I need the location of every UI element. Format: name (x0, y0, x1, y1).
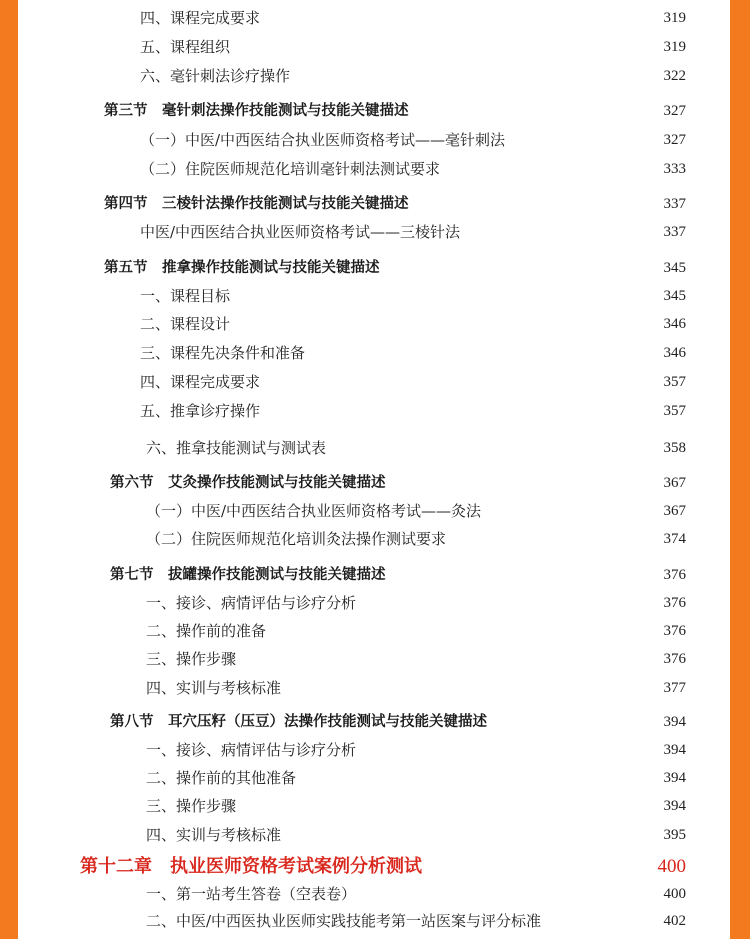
toc-entry (18, 286, 730, 306)
toc-entry-title: 六、毫针刺法诊疗操作 (140, 67, 291, 85)
toc-page-number: 394 (663, 770, 686, 786)
toc-entry-title: 五、课程组织 (140, 38, 231, 56)
toc-entry-title: 四、课程完成要求 (140, 373, 261, 391)
toc-entry-title: 一、课程目标 (140, 287, 231, 305)
toc-entry-title: 一、接诊、病情评估与诊疗分析 (146, 741, 357, 759)
toc-entry-title: 二、课程设计 (140, 315, 231, 333)
toc-entry-title: 第七节 拔罐操作技能测试与技能关键描述 (110, 567, 386, 583)
toc-section-heading (18, 473, 730, 493)
toc-page-number: 394 (663, 742, 686, 758)
toc-entry-title: 第三节 毫针刺法操作技能测试与技能关键描述 (104, 103, 409, 119)
toc-page-number: 394 (663, 798, 686, 814)
toc-page-number: 376 (663, 567, 686, 583)
toc-page-number: 346 (663, 345, 686, 361)
toc-entry (18, 529, 730, 549)
toc-entry (18, 159, 730, 179)
toc-entry (18, 438, 730, 458)
toc-entry (18, 372, 730, 392)
toc-page-number: 402 (663, 913, 686, 929)
toc-entry (18, 884, 730, 904)
toc-entry (18, 501, 730, 521)
toc-page-number: 376 (663, 651, 686, 667)
toc-page-number: 374 (663, 531, 686, 547)
toc-page-number: 395 (663, 827, 686, 843)
table-of-contents (18, 0, 730, 939)
toc-page-number: 367 (663, 503, 686, 519)
toc-entry (18, 130, 730, 150)
toc-page-number: 345 (663, 288, 686, 304)
toc-entry-title: 二、操作前的准备 (146, 622, 267, 640)
toc-entry-title: 二、中医/中西医执业医师实践技能考第一站医案与评分标准 (146, 912, 542, 930)
toc-entry (18, 621, 730, 641)
toc-section-heading (18, 194, 730, 214)
toc-entry-title: 第五节 推拿操作技能测试与技能关键描述 (104, 260, 380, 276)
toc-page-number: 376 (663, 595, 686, 611)
toc-entry (18, 314, 730, 334)
toc-entry (18, 678, 730, 698)
toc-entry-title: （二）住院医师规范化培训毫针刺法测试要求 (140, 160, 441, 178)
toc-page-number: 376 (663, 623, 686, 639)
toc-page-number: 337 (663, 196, 686, 212)
toc-page (18, 0, 730, 939)
toc-entry (18, 37, 730, 57)
toc-entry (18, 222, 730, 242)
toc-entry (18, 343, 730, 363)
toc-page-number: 394 (663, 714, 686, 730)
toc-section-heading (18, 101, 730, 121)
toc-page-number: 319 (663, 10, 686, 26)
toc-page-number: 400 (663, 886, 686, 902)
toc-page-number: 345 (663, 260, 686, 276)
toc-chapter-heading (18, 857, 730, 877)
toc-entry-title: 二、操作前的其他准备 (146, 769, 297, 787)
toc-section-heading (18, 712, 730, 732)
toc-page-number: 319 (663, 39, 686, 55)
toc-entry-title: （二）住院医师规范化培训灸法操作测试要求 (146, 530, 447, 548)
toc-entry-title: 第六节 艾灸操作技能测试与技能关键描述 (110, 475, 386, 491)
toc-entry-title: 四、课程完成要求 (140, 9, 261, 27)
toc-entry (18, 593, 730, 613)
toc-entry (18, 401, 730, 421)
toc-page-number: 327 (663, 132, 686, 148)
toc-section-heading (18, 565, 730, 585)
toc-entry-title: 三、操作步骤 (146, 650, 237, 668)
toc-entry (18, 796, 730, 816)
toc-entry (18, 911, 730, 931)
toc-entry-title: 四、实训与考核标准 (146, 679, 282, 697)
toc-entry-title: 一、接诊、病情评估与诊疗分析 (146, 594, 357, 612)
toc-entry (18, 66, 730, 86)
toc-entry-title: 五、推拿诊疗操作 (140, 402, 261, 420)
toc-entry-title: 第八节 耳穴压籽（压豆）法操作技能测试与技能关键描述 (110, 714, 487, 730)
toc-entry (18, 768, 730, 788)
toc-page-number: 327 (663, 103, 686, 119)
toc-entry-title: 第四节 三棱针法操作技能测试与技能关键描述 (104, 196, 409, 212)
toc-page-number: 357 (663, 374, 686, 390)
toc-entry-title: （一）中医/中西医结合执业医师资格考试——灸法 (146, 502, 482, 520)
toc-entry (18, 649, 730, 669)
toc-entry-title: 三、操作步骤 (146, 797, 237, 815)
toc-entry (18, 825, 730, 845)
toc-page-number: 346 (663, 316, 686, 332)
toc-page-number: 322 (663, 68, 686, 84)
toc-entry-title: 第十二章 执业医师资格考试案例分析测试 (80, 856, 422, 877)
toc-entry (18, 8, 730, 28)
toc-page-number: 358 (663, 440, 686, 456)
toc-page-number: 337 (663, 224, 686, 240)
toc-page-number: 400 (657, 856, 686, 877)
toc-page-number: 357 (663, 403, 686, 419)
toc-page-number: 333 (663, 161, 686, 177)
toc-entry-title: 六、推拿技能测试与测试表 (146, 439, 327, 457)
toc-entry (18, 740, 730, 760)
toc-entry-title: （一）中医/中西医结合执业医师资格考试——毫针刺法 (140, 131, 506, 149)
toc-entry-title: 中医/中西医结合执业医师资格考试——三棱针法 (140, 223, 461, 241)
toc-page-number: 377 (663, 680, 686, 696)
toc-section-heading (18, 258, 730, 278)
toc-entry-title: 一、第一站考生答卷（空表卷） (146, 885, 357, 903)
toc-entry-title: 三、课程先决条件和准备 (140, 344, 306, 362)
toc-page-number: 367 (663, 475, 686, 491)
toc-entry-title: 四、实训与考核标准 (146, 826, 282, 844)
